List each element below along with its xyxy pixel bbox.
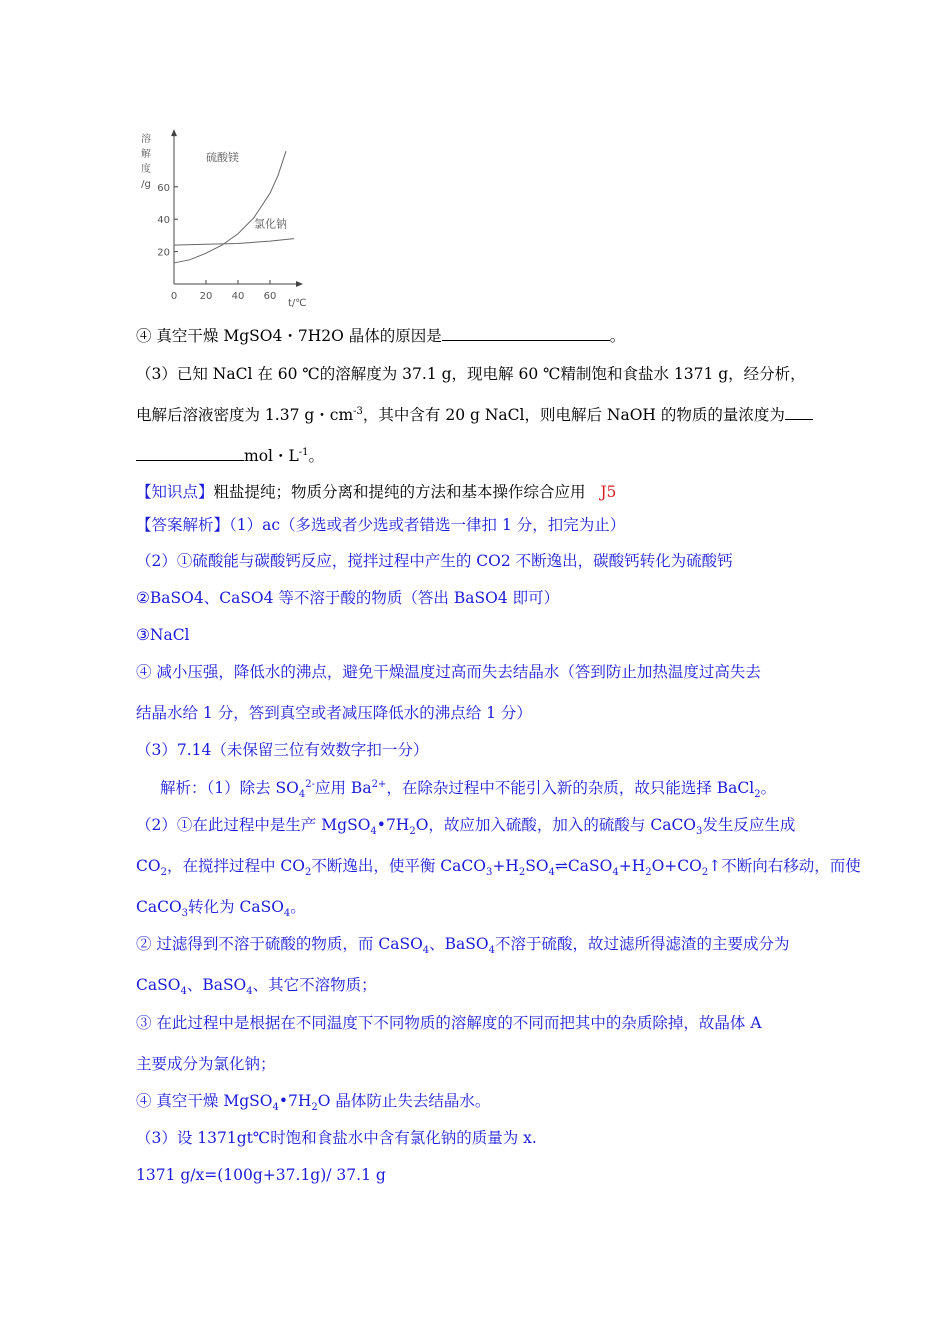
- x-tick-label: 60: [263, 291, 277, 302]
- x-tick-label: 20: [199, 291, 213, 302]
- answer-2-4-cont: 结晶水给 1 分，答到真空或者减压降低水的沸点给 1 分）: [136, 704, 532, 722]
- analysis-2-1: （2）①在此过程中是生产 $MgSO_4•7H_2O$，故应加入硫酸，加入的硫酸与 CaCO$_3$发生反应生成: [136, 816, 796, 838]
- analysis-3-equation: 1371 g/x=(100g+37.1g)/ 37.1 g: [136, 1166, 386, 1184]
- question-3-line-1: （3）已知 NaCl 在 60 ℃的溶解度为 37.1 g，现电解 60 ℃精制饱和食盐水 1371 g，经分析，: [136, 365, 806, 383]
- answer-blank: [136, 446, 244, 461]
- knowledge-point-line: 【知识点】粗盐提纯；物质分离和提纯的方法和基本操作综合应用 J5: [136, 483, 617, 501]
- y-tick-label: 20: [157, 247, 170, 259]
- series-label: 硫酸镁: [206, 150, 239, 164]
- answer-3: （3）7.14（未保留三位有效数字扣一分）: [136, 741, 429, 759]
- answer-2-1: （2）①硫酸能与碳酸钙反应，搅拌过程中产生的 CO2 不断逸出，碳酸钙转化为硫酸钙: [136, 552, 733, 570]
- x-tick-label: 40: [231, 291, 245, 302]
- x-axis-label: t/℃: [288, 298, 307, 309]
- analysis-1: 解析：（1）除去 $SO_4^{2-}$应用 $Ba^{2+}$，在除杂过程中不能引入新的杂质，故只能选择 BaCl$_2$。: [160, 778, 777, 801]
- solubility-chart: [136, 128, 321, 313]
- answer-2-2: ②BaSO4、CaSO4 等不溶于酸的物质（答出 BaSO4 即可）: [136, 589, 560, 607]
- y-axis-label: 解: [141, 149, 151, 160]
- y-axis-label: 度: [141, 164, 151, 175]
- analysis-2-1-end: CaCO$_3$转化为 CaSO$_4$。: [136, 898, 306, 920]
- question-3-line-3: mol・$L^{-1}$。: [136, 446, 324, 466]
- analysis-2-2-cont: CaSO$_4$、BaSO$_4$、其它不溶物质；: [136, 976, 377, 998]
- answer-blank: [442, 326, 610, 341]
- answer-analysis-line: 【答案解析】（1）ac（多选或者少选或者错选一律扣 1 分，扣完为止）: [136, 516, 626, 534]
- analysis-2-3: ③ 在此过程中是根据在不同温度下不同物质的溶解度的不同而把其中的杂质除掉，故晶体 A: [136, 1014, 762, 1032]
- y-tick-label: 60: [157, 182, 170, 194]
- question-4-line: ④ 真空干燥 MgSO4・7H2O 晶体的原因是 。: [136, 327, 626, 345]
- y-axis-label: 溶: [141, 134, 151, 145]
- analysis-2-1-cont: $CO_2$，在搅拌过程中 $CO_2$不断逸出，使平衡 $CaCO_3+H_2SO_4\rightleftharpoons CaSO_4+H_2O+CO_2↑$不断向右移动，而使: [136, 857, 861, 879]
- x-axis-arrow: [296, 281, 303, 287]
- analysis-2-4: ④ 真空干燥 $MgSO_4•7H_2O$ 晶体防止失去结晶水。: [136, 1092, 491, 1114]
- question-3-line-2: 电解后溶液密度为 1.37 g・$cm^{-3}$，其中含有 20 g NaCl，则电解后 NaOH 的物质的量浓度为: [136, 405, 813, 425]
- answer-2-4: ④ 减小压强，降低水的沸点，避免干燥温度过高而失去结晶水（答到防止加热温度过高失去: [136, 663, 761, 681]
- nacl-curve: [174, 239, 294, 245]
- series-label: 氯化钠: [254, 217, 287, 231]
- analysis-2-2: ② 过滤得到不溶于硫酸的物质，而 CaSO$_4$、BaSO$_4$不溶于硫酸，故过滤所得滤渣的主要成分为: [136, 935, 790, 957]
- x-tick-label: 0: [170, 291, 178, 302]
- answer-2-3: ③NaCl: [136, 626, 190, 644]
- y-tick-label: 40: [157, 215, 170, 227]
- answer-blank: [785, 405, 813, 420]
- analysis-3: （3）设 1371gt℃时饱和食盐水中含有氯化钠的质量为 x.: [136, 1129, 537, 1147]
- mgso4-curve: [174, 151, 286, 263]
- y-axis-arrow: [171, 129, 177, 136]
- y-axis-label: /g: [141, 179, 151, 190]
- analysis-2-3-cont: 主要成分为氯化钠；: [136, 1055, 276, 1073]
